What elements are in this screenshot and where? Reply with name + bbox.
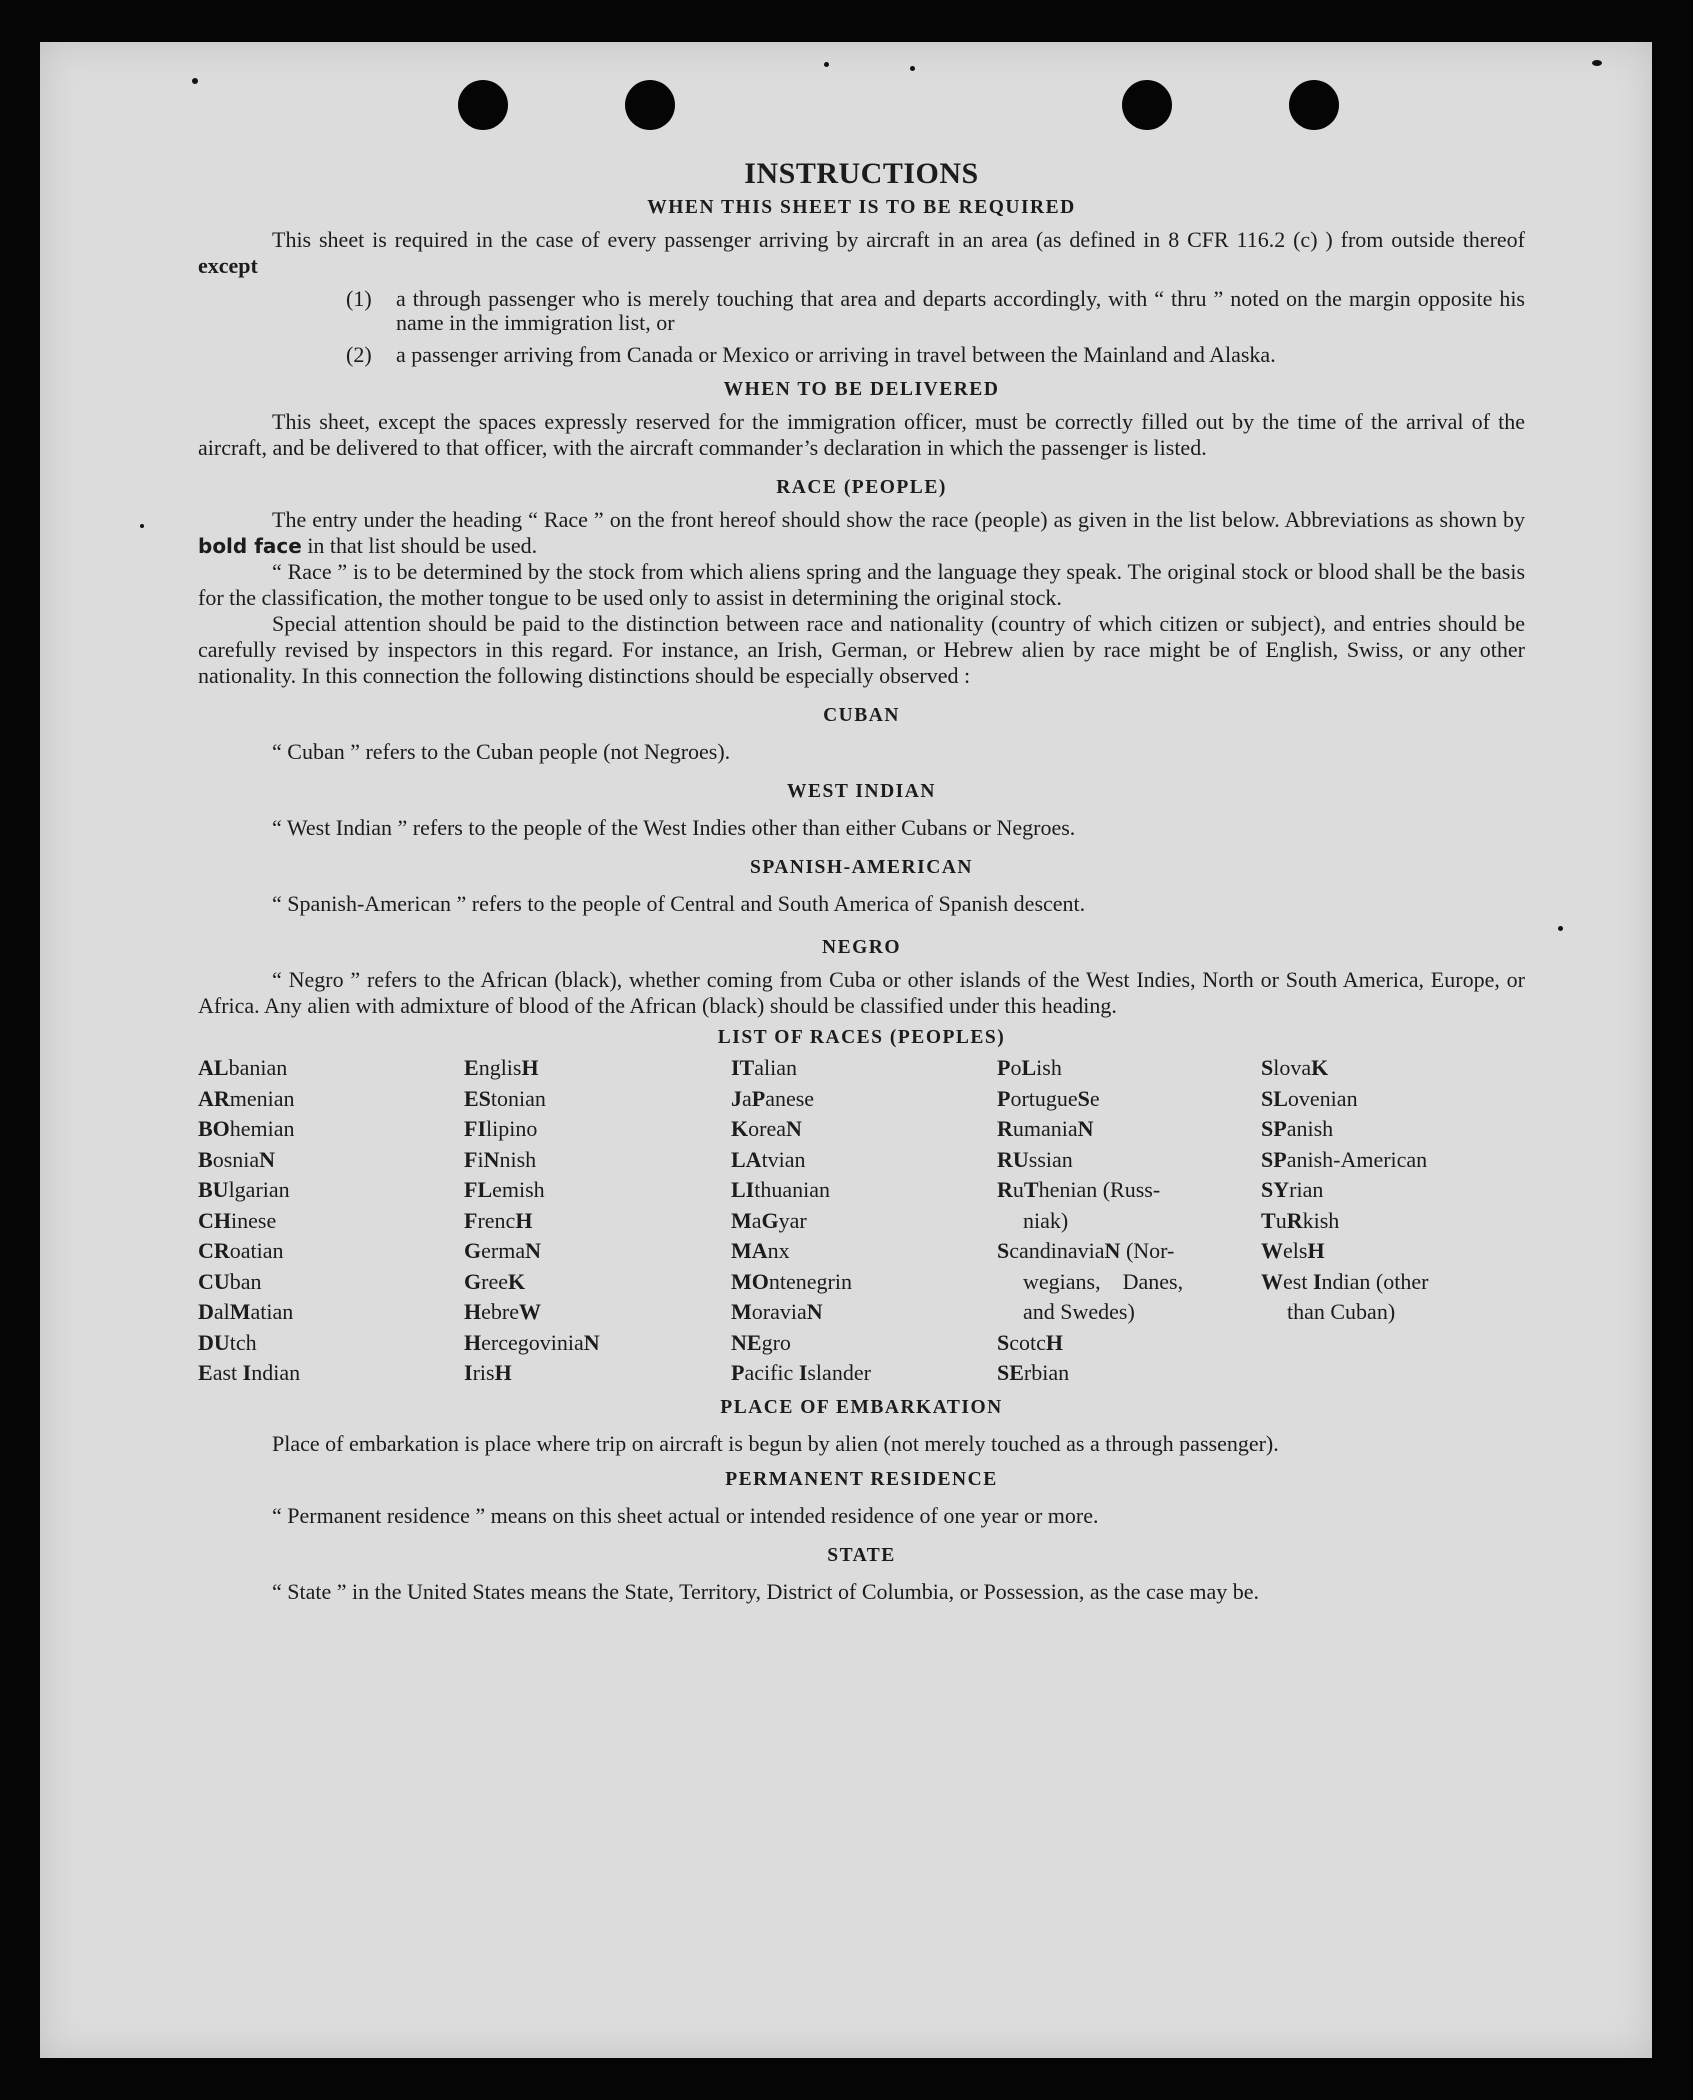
race-column: [198, 1053, 464, 1389]
race-text: i: [477, 1146, 484, 1172]
race-text: ndian: [251, 1360, 301, 1385]
race-abbrev: N: [583, 1329, 600, 1355]
race-abbrev: LI: [731, 1177, 755, 1202]
race-abbrev: S: [1077, 1085, 1090, 1111]
race-text: ovenian: [1287, 1085, 1358, 1111]
race-entry: [198, 1084, 464, 1115]
race-text: lova: [1273, 1055, 1312, 1080]
heading-permanent-residence: PERMANENT RESIDENCE: [725, 1468, 998, 1490]
embarkation-paragraph: Place of embarkation is place where trip on aircraft is begun by alien (not merely touched as a through passenger).: [272, 1430, 1279, 1456]
race-text: ercegovinia: [481, 1329, 584, 1355]
race-abbrev: G: [761, 1207, 779, 1233]
race-entry: [1261, 1145, 1501, 1176]
race-abbrev: AL: [198, 1055, 229, 1080]
race-entry: [997, 1358, 1261, 1389]
race-text: emish: [492, 1177, 545, 1202]
race-entry: [731, 1358, 997, 1389]
race-text: lgarian: [228, 1177, 290, 1202]
race-entry: [198, 1206, 464, 1237]
race-column: [997, 1053, 1261, 1389]
race-abbrev: DU: [198, 1329, 230, 1355]
race-text: u: [1275, 1207, 1287, 1233]
race-abbrev: RU: [997, 1146, 1029, 1172]
heading-when-required: WHEN THIS SHEET IS TO BE REQUIRED: [647, 197, 1076, 218]
punch-hole: [1289, 80, 1339, 130]
race-abbrev: ES: [464, 1085, 491, 1111]
race-abbrev: G: [464, 1268, 482, 1294]
race-abbrev: BU: [198, 1177, 229, 1202]
spanish-american-paragraph: “ Spanish-American ” refers to the people of Central and South America of Spanish descent.: [272, 891, 1086, 916]
race-entry: [198, 1267, 464, 1298]
race-text: rbian: [1023, 1360, 1070, 1385]
race-column: [464, 1053, 731, 1389]
race-abbrev: S: [997, 1329, 1010, 1355]
race-entry: [1261, 1267, 1501, 1298]
race-abbrev: W: [1261, 1238, 1283, 1263]
race-entry: [198, 1114, 464, 1145]
race-text: slander: [807, 1360, 871, 1385]
race-text: ast: [212, 1360, 243, 1385]
race-abbrev: P: [997, 1085, 1011, 1111]
race-text: o: [1010, 1055, 1022, 1080]
race-entry: [1261, 1236, 1501, 1267]
race-abbrev: T: [1261, 1207, 1276, 1233]
race-text: nglis: [478, 1055, 522, 1080]
punch-hole: [458, 80, 508, 130]
race-entry: [198, 1328, 464, 1359]
race-abbrev: W: [518, 1299, 541, 1324]
state-paragraph: “ State ” in the United States means the State, Territory, District of Columbia, or Possession, as the case may be.: [272, 1578, 1260, 1604]
race-entry: [997, 1145, 1261, 1176]
race-list: [198, 1053, 1525, 1389]
race-entry: [464, 1297, 731, 1328]
race-entry: [1261, 1175, 1501, 1206]
race-text: ndian (other: [1321, 1268, 1429, 1294]
heading-place-of-embarkation: PLACE OF EMBARKATION: [720, 1396, 1003, 1418]
race-text: nish: [499, 1146, 537, 1172]
race-abbrev: N: [785, 1116, 802, 1141]
race-abbrev: S: [997, 1238, 1010, 1263]
speck: [824, 62, 829, 67]
race-abbrev: F: [464, 1207, 478, 1233]
race-entry: [464, 1145, 731, 1176]
race-abbrev: M: [229, 1299, 251, 1324]
race-text: henian (Russ-: [1038, 1177, 1161, 1202]
race-text: ebre: [481, 1299, 519, 1324]
race-abbrev: M: [731, 1299, 752, 1324]
race-text: menian: [229, 1085, 295, 1111]
race-text: gro: [761, 1329, 791, 1355]
race-text: est: [1283, 1268, 1313, 1294]
race-text: tonian: [490, 1085, 546, 1111]
heading-when-delivered: WHEN TO BE DELIVERED: [723, 379, 1000, 400]
race-abbrev: H: [1045, 1329, 1064, 1355]
heading-cuban: CUBAN: [823, 705, 900, 726]
race-text: kish: [1302, 1207, 1340, 1233]
race-abbrev: N: [806, 1299, 823, 1324]
race-entry: [198, 1236, 464, 1267]
race-abbrev: N: [1104, 1238, 1121, 1263]
race-abbrev: SE: [997, 1360, 1024, 1385]
negro-paragraph: “ Negro ” refers to the African (black), whether coming from Cuba or other islands of the West Indies, North or South America, Europe, or Africa. Any alien with admixture of blood of the African (black) should be classified under this heading.: [198, 967, 1525, 1018]
race-text: (Nor-: [1120, 1238, 1175, 1263]
race-abbrev: SP: [1261, 1146, 1287, 1172]
race-abbrev: H: [464, 1329, 482, 1355]
race-column: [1261, 1053, 1501, 1389]
race-text: inese: [231, 1207, 277, 1233]
race-text: ortugue: [1010, 1085, 1078, 1111]
race-text: al: [213, 1299, 230, 1324]
race-text: acific: [744, 1360, 799, 1385]
race-abbrev: T: [1023, 1177, 1039, 1202]
race-text: oatian: [229, 1238, 284, 1263]
heading-list-of-races: LIST OF RACES (PEOPLES): [717, 1027, 1006, 1048]
race-paragraph-1: The entry under the heading “ Race ” on the front hereof should show the race (people) as given in the list below. Abbreviations as shown by bold face in that list should be used.: [198, 507, 1525, 558]
race-abbrev: K: [731, 1116, 749, 1141]
race-abbrev: H: [494, 1360, 512, 1385]
race-abbrev: BO: [198, 1116, 230, 1141]
race-abbrev: E: [198, 1360, 213, 1385]
race-abbrev: P: [751, 1085, 766, 1111]
race-abbrev: I: [242, 1360, 252, 1385]
required-paragraph: This sheet is required in the case of every passenger arriving by aircraft in an area (as defined in 8 CFR 116.2 (c) ) from outside thereof except: [198, 227, 1525, 278]
race-abbrev: H: [521, 1055, 539, 1080]
race-entry-continued: wegians, Danes,: [1023, 1268, 1184, 1294]
race-abbrev: NE: [731, 1329, 762, 1355]
cuban-paragraph: “ Cuban ” refers to the Cuban people (not Negroes).: [272, 739, 731, 764]
race-abbrev: D: [198, 1299, 214, 1324]
race-abbrev: N: [483, 1146, 500, 1172]
heading-state: STATE: [827, 1544, 896, 1566]
instructions-body: [198, 157, 1525, 1605]
race-abbrev: FI: [464, 1116, 486, 1141]
race-text: tch: [229, 1329, 257, 1355]
race-text: ban: [229, 1268, 262, 1294]
race-abbrev: R: [997, 1116, 1013, 1141]
race-entry: [464, 1053, 731, 1084]
race-entry: [1261, 1053, 1501, 1084]
race-abbrev: K: [1311, 1055, 1329, 1080]
race-abbrev: L: [1021, 1055, 1037, 1080]
race-entry: [731, 1297, 997, 1328]
race-entry: [464, 1267, 731, 1298]
race-entry: [731, 1206, 997, 1237]
race-abbrev: I: [1312, 1268, 1322, 1294]
heading-negro: NEGRO: [821, 937, 901, 958]
race-abbrev: H: [464, 1299, 482, 1324]
race-text: orea: [748, 1116, 786, 1141]
race-abbrev: H: [1307, 1238, 1325, 1263]
race-text: anese: [765, 1085, 815, 1111]
heading-west-indian: WEST INDIAN: [787, 781, 936, 802]
race-entry: [731, 1114, 997, 1145]
race-entry: [464, 1206, 731, 1237]
race-text: osnia: [212, 1146, 260, 1172]
race-text: lipino: [486, 1116, 538, 1141]
race-text: yar: [778, 1207, 807, 1233]
race-abbrev: J: [731, 1085, 742, 1111]
race-entry: [731, 1175, 997, 1206]
race-entry: [731, 1267, 997, 1298]
race-column: [731, 1053, 997, 1389]
exception-clause-1: (1) a through passenger who is merely touching that area and departs accordingly, with “ thru ” noted on the margin opposite his name in the immigration list, or: [346, 286, 1525, 335]
race-abbrev: CU: [198, 1268, 230, 1294]
race-text: umania: [1012, 1116, 1078, 1141]
delivered-paragraph: This sheet, except the spaces expressly reserved for the immigration officer, must be correctly filled out by the time of the arrival of the aircraft, and be delivered to that officer, with the aircraft commander’s declaration in which the passenger is listed.: [198, 409, 1525, 460]
race-abbrev: H: [515, 1207, 533, 1233]
heading-spanish-american: SPANISH-AMERICAN: [750, 857, 973, 878]
race-text: els: [1283, 1238, 1308, 1263]
race-text: u: [1012, 1177, 1024, 1202]
race-abbrev: S: [1261, 1055, 1274, 1080]
race-entry: [198, 1175, 464, 1206]
speck: [1592, 60, 1602, 66]
race-text: a: [742, 1085, 752, 1111]
race-abbrev: AR: [198, 1085, 230, 1111]
race-abbrev: LA: [731, 1146, 762, 1172]
race-abbrev: F: [464, 1146, 478, 1172]
race-entry: [1261, 1084, 1501, 1115]
race-text: cotc: [1009, 1329, 1046, 1355]
race-entry: [464, 1236, 731, 1267]
race-text: ssian: [1028, 1146, 1073, 1172]
race-text: candinavia: [1009, 1238, 1105, 1263]
race-text: a: [751, 1207, 762, 1233]
race-entry: [731, 1236, 997, 1267]
race-paragraph-3: Special attention should be paid to the distinction between race and nationality (country of which citizen or subject), and entries should be carefully revised by inspectors in this regard. For instance, an Irish, German, or Hebrew alien by race might be of English, Swiss, or any other nationality. In this connection the following distinctions should be especially observed :: [198, 611, 1525, 688]
race-entry: [198, 1145, 464, 1176]
race-entry: [464, 1358, 731, 1389]
race-abbrev: MO: [731, 1268, 769, 1294]
race-entry: [997, 1328, 1261, 1359]
race-abbrev: G: [464, 1238, 482, 1263]
race-abbrev: SL: [1261, 1085, 1288, 1111]
document-sheet: [40, 42, 1652, 2058]
race-entry: [1261, 1114, 1501, 1145]
race-abbrev: CH: [198, 1207, 231, 1233]
race-abbrev: MA: [731, 1238, 768, 1263]
speck: [192, 78, 198, 84]
race-text: nx: [767, 1238, 790, 1263]
race-text: e: [1089, 1085, 1100, 1111]
race-abbrev: B: [198, 1146, 213, 1172]
race-abbrev: N: [1077, 1116, 1094, 1141]
race-abbrev: SP: [1261, 1116, 1287, 1141]
race-text: ntenegrin: [768, 1268, 852, 1294]
race-entry: [198, 1297, 464, 1328]
race-entry-continued: than Cuban): [1287, 1299, 1396, 1324]
race-abbrev: P: [731, 1360, 745, 1385]
speck: [910, 66, 915, 71]
race-abbrev: I: [798, 1360, 808, 1385]
race-entry: [464, 1328, 731, 1359]
race-paragraph-2: “ Race ” is to be determined by the stock from which aliens spring and the language they speak. The original stock or blood shall be the basis for the classification, the mother tongue to be used only to assist in determining the original stock.: [198, 559, 1525, 610]
race-entry: [997, 1114, 1261, 1145]
race-abbrev: K: [507, 1268, 526, 1294]
race-entry: [731, 1328, 997, 1359]
race-entry: [997, 1175, 1261, 1206]
race-entry: [198, 1053, 464, 1084]
race-text: banian: [228, 1055, 288, 1080]
speck: [140, 524, 144, 528]
race-entry: [198, 1358, 464, 1389]
race-abbrev: E: [464, 1055, 479, 1080]
race-text: thuanian: [754, 1177, 831, 1202]
race-abbrev: M: [731, 1207, 752, 1233]
race-abbrev: CR: [198, 1238, 230, 1263]
race-text: tvian: [761, 1146, 806, 1172]
page-title: INSTRUCTIONS: [744, 157, 979, 190]
punch-hole: [1122, 80, 1172, 130]
race-abbrev: R: [1286, 1207, 1303, 1233]
heading-race: RACE (PEOPLE): [776, 477, 947, 498]
race-abbrev: N: [525, 1238, 541, 1263]
race-entry: [731, 1145, 997, 1176]
race-text: ris: [472, 1360, 495, 1385]
race-text: hemian: [229, 1116, 295, 1141]
race-entry: [731, 1084, 997, 1115]
race-abbrev: N: [259, 1146, 276, 1172]
race-entry: [464, 1084, 731, 1115]
race-entry: [997, 1053, 1261, 1084]
race-abbrev: I: [464, 1360, 473, 1385]
race-abbrev: W: [1261, 1268, 1283, 1294]
race-text: rian: [1289, 1177, 1324, 1202]
race-text: oravia: [751, 1299, 807, 1324]
race-text: atian: [250, 1299, 294, 1324]
race-entry-continued: and Swedes): [1023, 1299, 1135, 1324]
race-text: renc: [477, 1207, 516, 1233]
race-text: ish: [1036, 1055, 1062, 1080]
race-abbrev: R: [997, 1177, 1013, 1202]
race-text: ree: [481, 1268, 508, 1294]
race-abbrev: SY: [1261, 1177, 1290, 1202]
race-text: anish: [1286, 1116, 1334, 1141]
race-entry: [464, 1114, 731, 1145]
west-indian-paragraph: “ West Indian ” refers to the people of the West Indies other than either Cubans or Negroes.: [272, 815, 1076, 840]
speck: [1558, 926, 1563, 931]
exception-clause-2: (2) a passenger arriving from Canada or Mexico or arriving in travel between the Mainland and Alaska.: [346, 342, 1276, 367]
race-abbrev: FL: [464, 1177, 493, 1202]
punch-hole: [625, 80, 675, 130]
race-entry: [1261, 1206, 1501, 1237]
race-abbrev: P: [997, 1055, 1011, 1080]
race-text: anish-American: [1286, 1146, 1428, 1172]
race-text: erma: [481, 1238, 526, 1263]
race-entry: [731, 1053, 997, 1084]
race-entry: [997, 1084, 1261, 1115]
race-entry: [997, 1236, 1261, 1267]
race-abbrev: IT: [731, 1055, 755, 1080]
residence-paragraph: “ Permanent residence ” means on this sheet actual or intended residence of one year or more.: [272, 1502, 1099, 1528]
race-text: alian: [754, 1055, 798, 1080]
race-entry-continued: niak): [1023, 1207, 1069, 1233]
race-entry: [464, 1175, 731, 1206]
